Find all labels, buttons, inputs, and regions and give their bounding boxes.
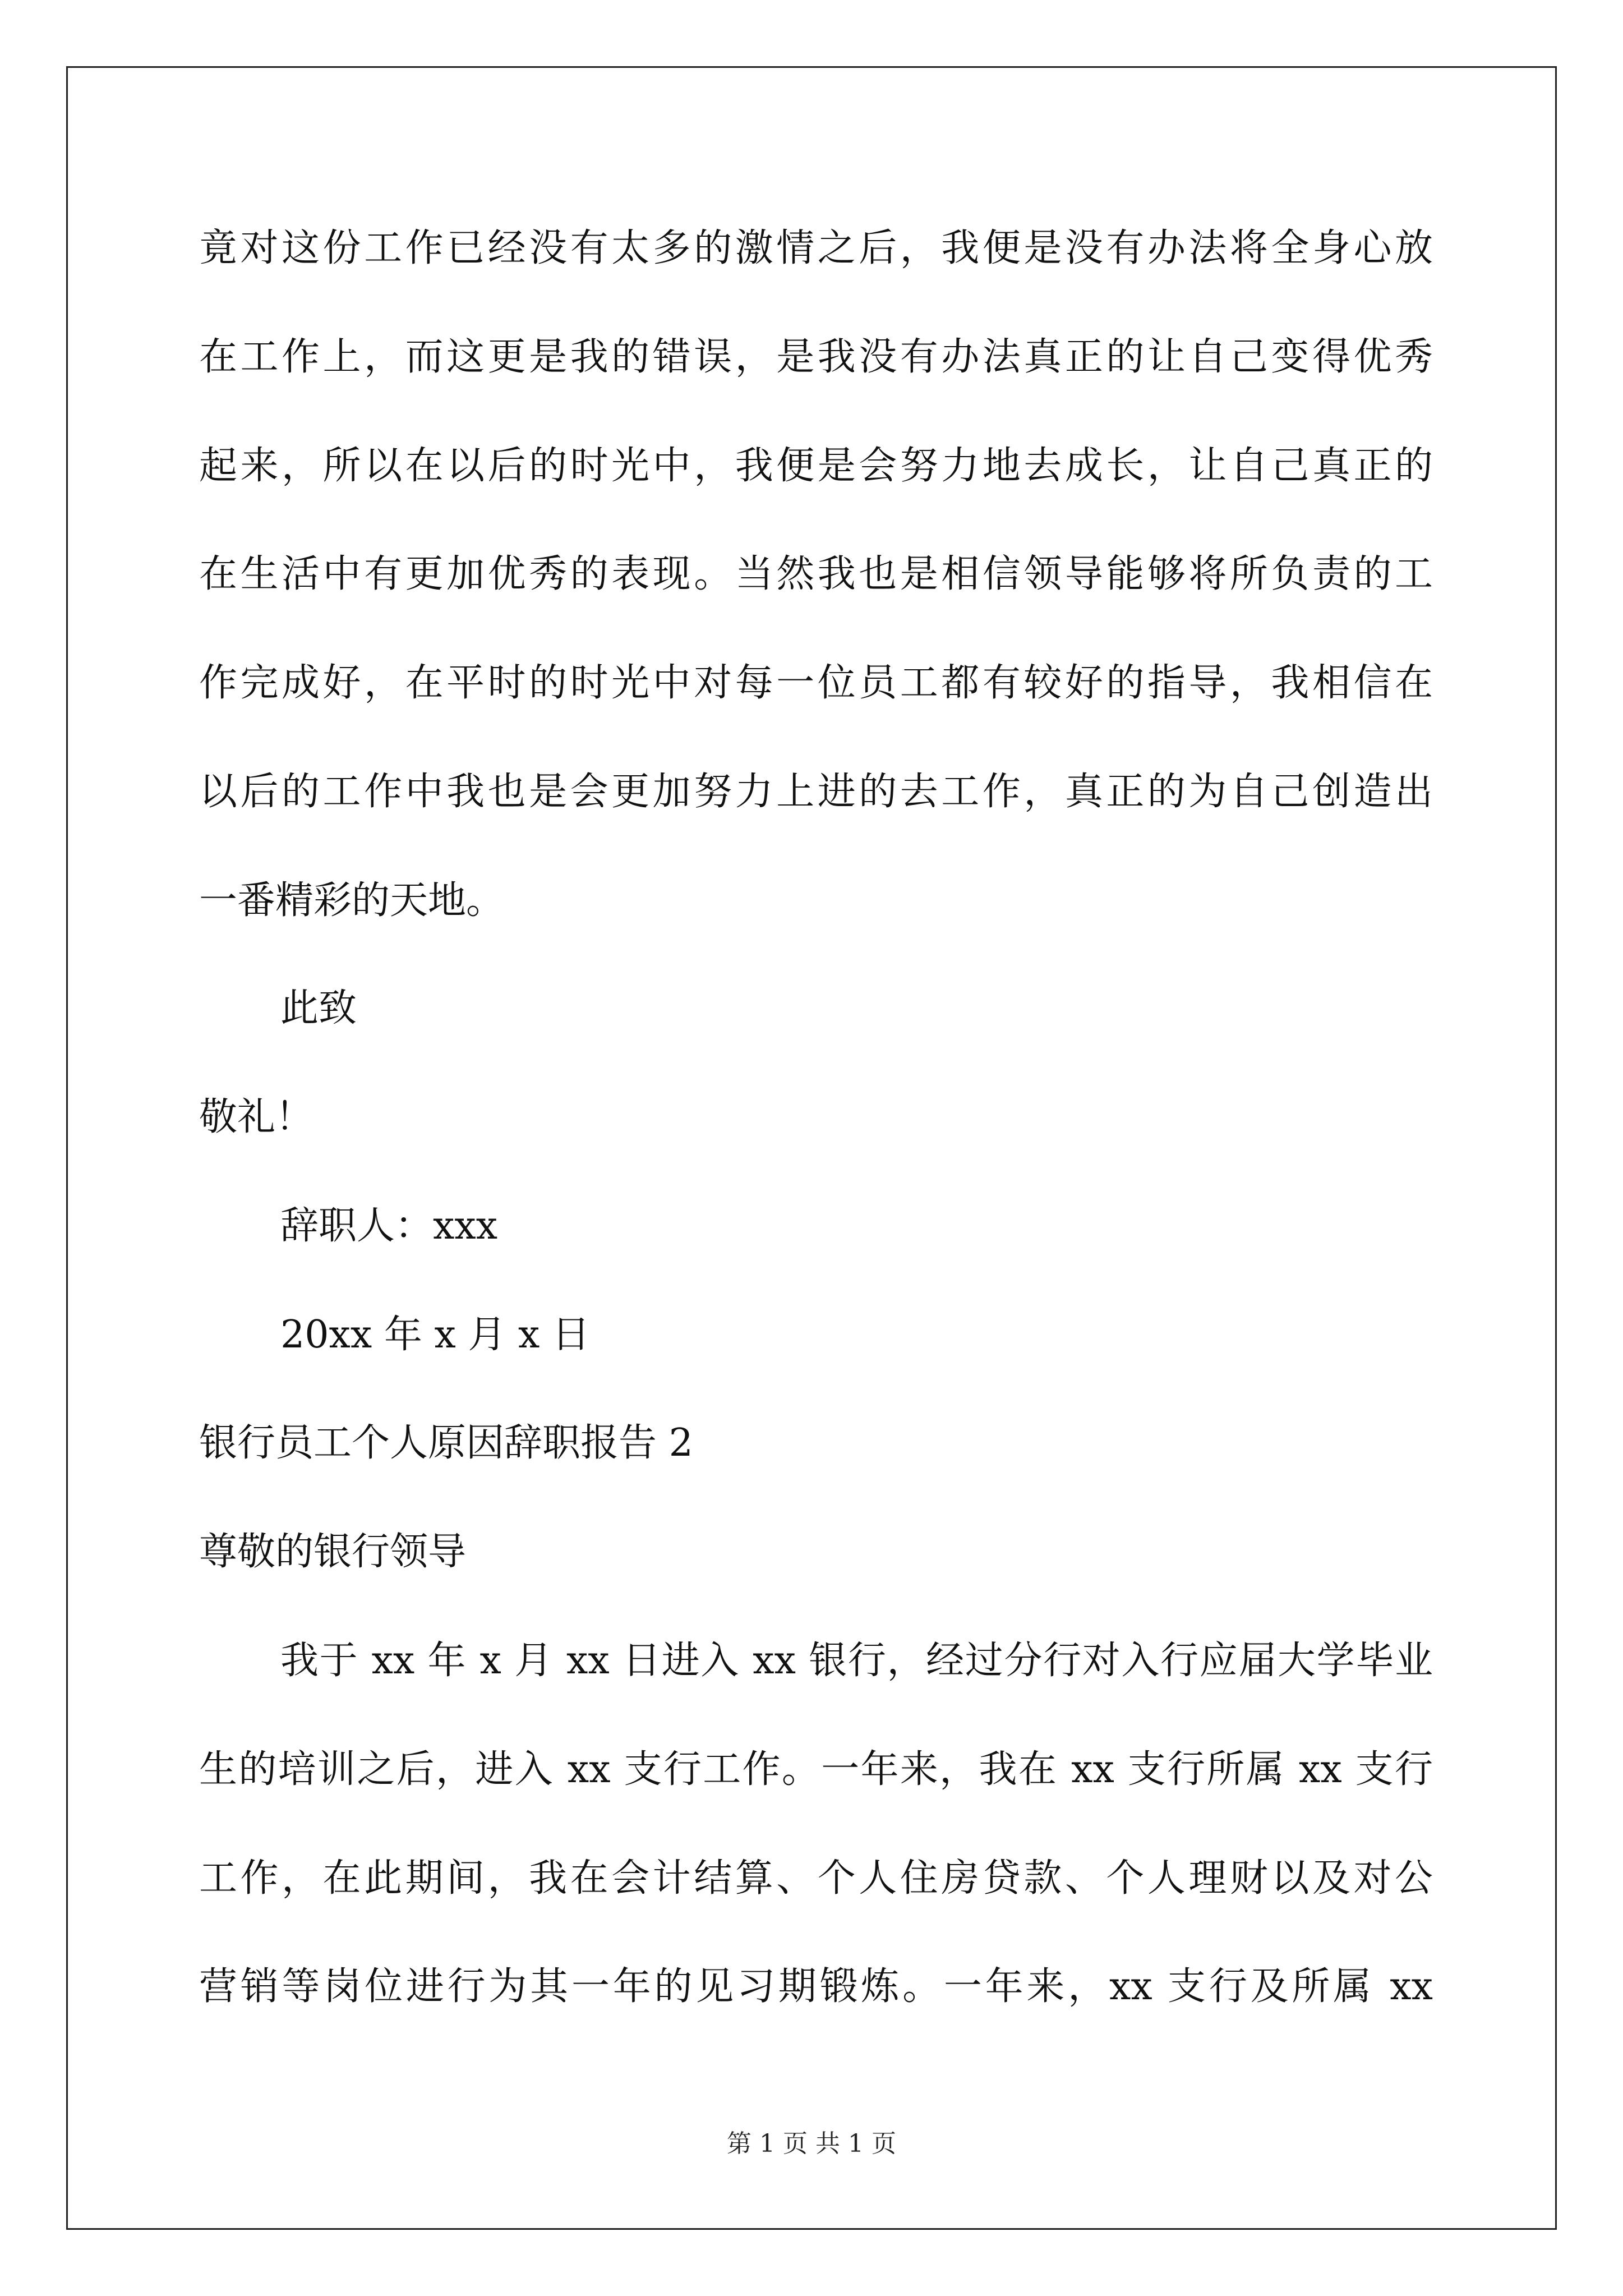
salute-text: 敬礼！ [199,1095,314,1139]
paragraph-line: 竟对这份工作已经没有太多的激情之后，我便是没有办法将全身心放 [199,226,1433,270]
paragraph-line: 工作，在此期间，我在会计结算、个人住房贷款、个人理财以及对公 [199,1856,1433,1901]
paragraph-line: 起来，所以在以后的时光中，我便是会努力地去成长，让自己真正的 [199,444,1433,488]
section-title: 银行员工个人原因辞职报告 2 [199,1421,693,1465]
paragraph-line: 一番精彩的天地。 [199,878,505,923]
page-border [66,66,1557,2230]
paragraph-line: 生的培训之后，进入 xx 支行工作。一年来，我在 xx 支行所属 xx 支行 [199,1747,1433,1792]
paragraph-line: 以后的工作中我也是会更加努力上进的去工作，真正的为自己创造出 [199,770,1433,814]
paragraph-line: 作完成好，在平时的时光中对每一位员工都有较好的指导，我相信在 [199,661,1433,705]
page-number: 第 1 页 共 1 页 [727,2129,896,2158]
paragraph-line: 在工作上，而这更是我的错误，是我没有办法真正的让自己变得优秀 [199,335,1433,379]
closing-text: 此致 [280,986,357,1030]
date-line: 20xx 年 x 月 x 日 [280,1313,591,1357]
greeting-line: 尊敬的银行领导 [199,1530,467,1574]
paragraph-line: 营销等岗位进行为其一年的见习期锻炼。一年来，xx 支行及所属 xx [199,1964,1433,2009]
paragraph-line: 在生活中有更加优秀的表现。当然我也是相信领导能够将所负责的工 [199,552,1433,596]
signer-line: 辞职人：xxx [280,1204,498,1248]
paragraph-line: 我于 xx 年 x 月 xx 日进入 xx 银行，经过分行对入行应届大学毕业 [280,1639,1433,1683]
